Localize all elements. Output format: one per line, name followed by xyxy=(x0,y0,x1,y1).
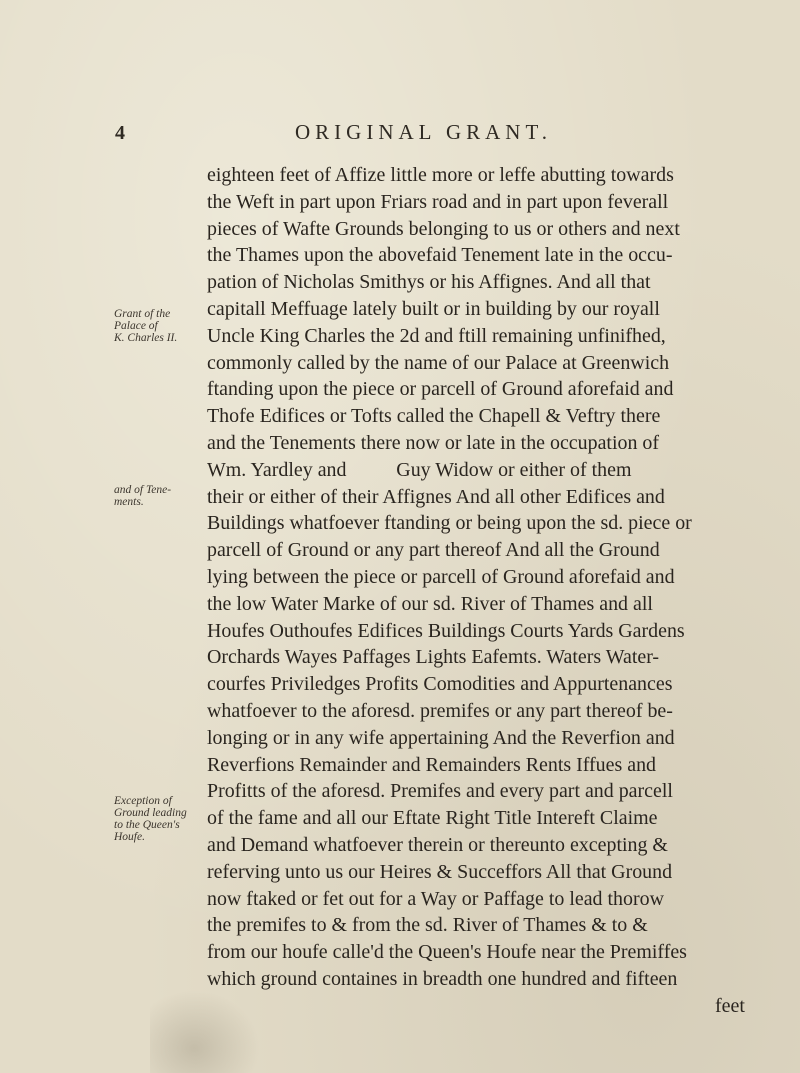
text-line: now ftaked or fet out for a Way or Paffage to lead thorow xyxy=(207,887,664,910)
margin-note-line: K. Charles II. xyxy=(114,332,178,344)
text-line: referving unto us our Heires & Succeffors All that Ground xyxy=(207,860,673,883)
margin-note-line: Exception of xyxy=(114,795,172,807)
text-line: their or either of their Affignes And all other Edifices and xyxy=(207,485,665,508)
margin-note-line: Houfe. xyxy=(114,831,145,843)
text-line: Thofe Edifices or Tofts called the Chapell & Veftry there xyxy=(207,405,661,428)
margin-note-grant xyxy=(114,308,200,344)
text-line: courfes Priviledges Profits Comodities and Appurtenances xyxy=(207,673,673,696)
text-line: whatfoever to the aforesd. premifes or any part thereof be- xyxy=(207,699,673,722)
text-line: Orchards Wayes Paffages Lights Eafemts. Waters Water- xyxy=(207,646,660,669)
paper-stain xyxy=(150,990,260,1073)
margin-note-tenements xyxy=(114,484,200,508)
text-line: the premifes to & from the sd. River of Thames & to & xyxy=(207,914,648,937)
text-line: lying between the piece or parcell of Ground aforefaid and xyxy=(207,565,675,588)
margin-note-line: ments. xyxy=(114,496,144,508)
text-line: commonly called by the name of our Palace at Greenwich xyxy=(207,351,670,374)
running-head xyxy=(295,120,552,145)
text-line: and the Tenements there now or late in the occupation of xyxy=(207,431,660,454)
text-line: which ground containes in breadth one hundred and fifteen xyxy=(207,967,678,990)
margin-note-line: Ground leading xyxy=(114,807,187,819)
text-line: ftanding upon the piece or parcell of Ground aforefaid and xyxy=(207,378,674,401)
text-line: pieces of Wafte Grounds belonging to us or others and next xyxy=(207,217,680,240)
text-line: longing or in any wife appertaining And the Reverfion and xyxy=(207,726,675,749)
body-text xyxy=(207,162,767,1020)
running-head-title: ORIGINAL GRANT. xyxy=(295,120,552,144)
catchword: feet xyxy=(715,994,745,1017)
margin-note-exception xyxy=(114,795,200,843)
text-line: pation of Nicholas Smithys or his Affignes. And all that xyxy=(207,271,651,294)
page-number: 4 xyxy=(115,122,125,144)
text-line: and Demand whatfoever therein or thereunto excepting & xyxy=(207,833,668,856)
text-line: of the fame and all our Eftate Right Title Intereft Claime xyxy=(207,807,658,830)
text-line: Uncle King Charles the 2d and ftill remaining unfinifhed, xyxy=(207,324,666,347)
text-line: the low Water Marke of our sd. River of Thames and all xyxy=(207,592,653,615)
margin-note-line: and of Tene- xyxy=(114,484,172,496)
margin-note-line: Grant of the xyxy=(114,308,171,320)
text-line: the Weft in part upon Friars road and in part upon feverall xyxy=(207,190,669,213)
text-line: the Thames upon the abovefaid Tenement late in the occu- xyxy=(207,244,673,267)
text-line: eighteen feet of Affize little more or leffe abutting towards xyxy=(207,164,674,186)
text-line: Wm. Yardley and Guy Widow or either of them xyxy=(207,458,632,481)
text-line: from our houfe calle'd the Queen's Houfe near the Premiffes xyxy=(207,941,687,964)
text-line: Buildings whatfoever ftanding or being upon the sd. piece or xyxy=(207,512,692,535)
margin-note-line: to the Queen's xyxy=(114,819,180,831)
text-line: capitall Meffuage lately built or in building by our royall xyxy=(207,297,660,320)
margin-note-line: Palace of xyxy=(114,320,158,332)
text-line: parcell of Ground or any part thereof And all the Ground xyxy=(207,539,660,562)
text-line: Profitts of the aforesd. Premifes and every part and parcell xyxy=(207,780,673,803)
text-line: Reverfions Remainder and Remainders Rents Iffues and xyxy=(207,753,657,776)
text-line: Houfes Outhoufes Edifices Buildings Courts Yards Gardens xyxy=(207,619,685,642)
